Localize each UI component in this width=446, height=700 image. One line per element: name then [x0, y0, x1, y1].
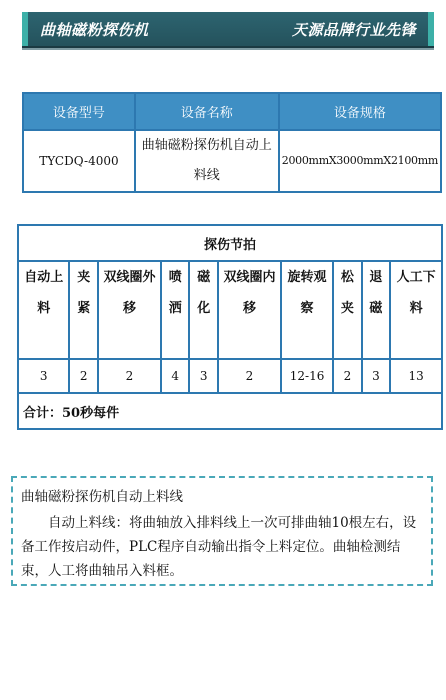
spec-header-model: 设备型号: [23, 93, 135, 130]
timing-total-row: [18, 393, 442, 429]
value-cell: 2: [218, 359, 281, 393]
description-body: 自动上料线：将曲轴放入排料线上一次可排曲轴10根左右，设备工作按启动件，PLC程序自动输出指令上料定位。曲轴检测结束，人工将曲轴吊入料框。: [21, 515, 417, 579]
spec-header-row: [23, 93, 441, 130]
value-cell: 3: [189, 359, 218, 393]
timing-total: 合计：50秒每件: [18, 393, 442, 429]
value-cell: 3: [18, 359, 69, 393]
spec-header-size: 设备规格: [279, 93, 441, 130]
value-cell: 4: [161, 359, 190, 393]
banner-accent-right: [428, 12, 434, 46]
value-cell: 13: [390, 359, 442, 393]
step-cell: 双线圈外移: [98, 261, 161, 359]
spec-table: [22, 92, 442, 193]
timing-values-row: [18, 359, 442, 393]
step-cell: 自动上料: [18, 261, 69, 359]
value-cell: 12-16: [281, 359, 333, 393]
step-cell: 旋转观察: [281, 261, 333, 359]
step-cell: 人工下料: [390, 261, 442, 359]
value-cell: 3: [362, 359, 391, 393]
spec-data-row: [23, 130, 441, 192]
step-cell: 松夹: [333, 261, 362, 359]
value-cell: 2: [333, 359, 362, 393]
timing-steps-row: [18, 261, 442, 359]
description-box: [11, 476, 433, 586]
timing-title: 探伤节拍: [18, 225, 442, 261]
description-title: 曲轴磁粉探伤机自动上料线: [21, 489, 183, 505]
step-cell: 喷洒: [161, 261, 190, 359]
banner-accent-left: [22, 12, 28, 46]
step-cell: 双线圈内移: [218, 261, 281, 359]
spec-size-cell: 2000mmX3000mmX2100mm: [279, 130, 441, 192]
spec-header-name: 设备名称: [135, 93, 279, 130]
value-cell: 2: [69, 359, 98, 393]
step-cell: 磁化: [189, 261, 218, 359]
header-slogan: 天源品牌行业先锋: [291, 21, 416, 39]
banner-divider: [22, 48, 434, 50]
header-banner: [22, 12, 434, 46]
value-cell: 2: [98, 359, 161, 393]
header-product-title: 曲轴磁粉探伤机: [40, 21, 149, 39]
step-cell: 夹紧: [69, 261, 98, 359]
timing-table: [17, 224, 443, 430]
spec-name-cell: 曲轴磁粉探伤机自动上料线: [135, 130, 279, 192]
spec-model-cell: TYCDQ-4000: [23, 130, 135, 192]
step-cell: 退磁: [362, 261, 391, 359]
timing-title-row: [18, 225, 442, 261]
